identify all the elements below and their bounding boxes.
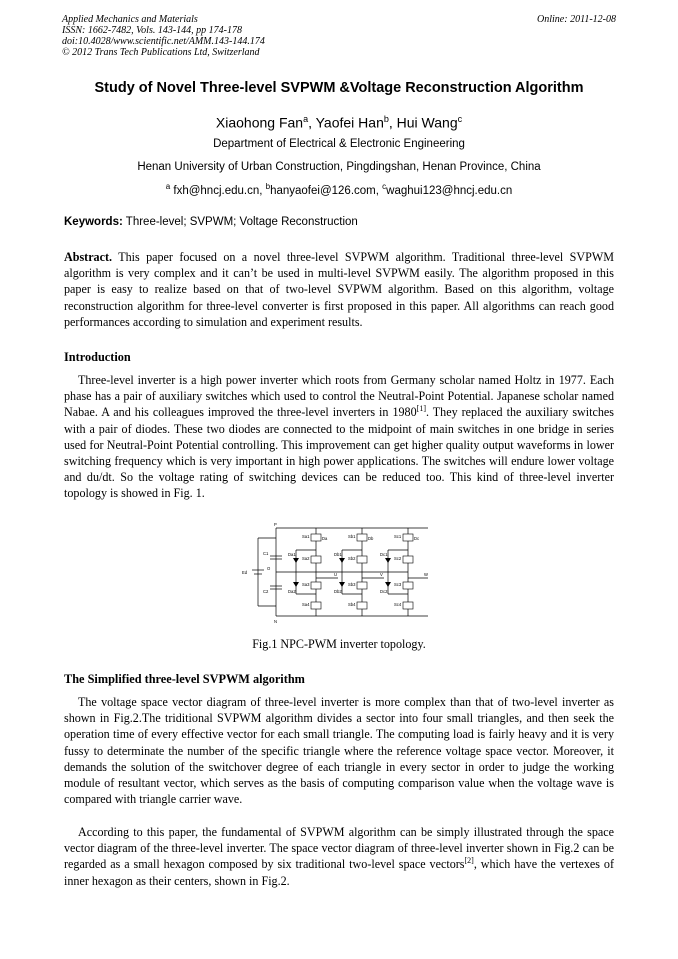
intro-text-a: Three-level inverter is a high power inverter which roots from Germany scholar named Holtz in 1977. Each phase has a pair of auxiliary switches which used to control the Neutral-Point Potential. Japanese scholar named Nabae. A and his colleagues improved the three-level inverters in 1980	[64, 373, 614, 420]
diode-da1-label: Da1	[288, 552, 296, 557]
university: Henan University of Urban Construction, Pingdingshan, Henan Province, China	[137, 161, 541, 173]
switch-sc4-label: Sc4	[394, 602, 402, 607]
diode-dc1-label: Dc1	[380, 552, 388, 557]
journal-name: Applied Mechanics and Materials	[62, 14, 198, 25]
node-p-label: P	[274, 522, 277, 527]
abstract-text: This paper focused on a novel three-level SVPWM algorithm. Traditional three-level SVPWM algorithm is very complex and it can’t be used in multi-level SVPWM easily. The algorithm proposed in this paper is easy to realize based on that of two-level SVPWM algorithm. Based on this algorithm, voltage reconstruction algorithm for three-level converter is first proposed in this paper. All algorithms can reach good performances according to simulation and experiment results.	[64, 250, 614, 329]
cap-c2-label: C2	[263, 589, 269, 594]
node-o-label: O	[267, 566, 271, 571]
switch-sa4-label: Sa4	[302, 602, 310, 607]
citation-ref[interactable]: [1]	[416, 404, 426, 414]
keywords-text: Three-level; SVPWM; Voltage Reconstruction	[125, 216, 358, 228]
author-name: Xiaohong Fan	[215, 114, 304, 131]
node-n-label: N	[274, 619, 278, 624]
simplified-text-b: , which have the vertexes of inner hexagon as their centers, shown in Fig.2.	[64, 857, 614, 888]
diode-da-label: Da	[322, 536, 328, 541]
switch-sa1-label: Sa1	[302, 534, 310, 539]
switch-sc2-label: Sc2	[394, 556, 402, 561]
switch-sb1-label: Sb1	[348, 534, 356, 539]
doi-line: doi:10.4028/www.scientific.net/AMM.143-144.174	[62, 36, 265, 47]
switch-sa3-label: Sa3	[302, 582, 310, 587]
department: Department of Electrical & Electronic Engineering	[213, 138, 465, 150]
online-date: Online: 2011-12-08	[537, 14, 616, 25]
simplified-heading: The Simplified three-level SVPWM algorithm	[64, 672, 305, 686]
journal-header	[62, 14, 616, 58]
switch-sa2-label: Sa2	[302, 556, 310, 561]
intro-text-b: . They replaced the auxiliary switches with a pair of diodes. These two diodes are connected to the midpoint of main switches in one bridge in series used for Neutral-Point Potential controlling. This improvement can get higher quality output waveforms in lower switching frequency which is very important in high power applications. The switches will endure lower voltage and du/dt. So the voltage rating of switching devices can be reduced too. This kind of three-level inverter topology is showed in Fig. 1.	[64, 405, 614, 501]
author-sup: c	[457, 114, 463, 124]
email-link[interactable]: waghui123@hncj.edu.cn	[386, 184, 513, 197]
simplified-text-a: According to this paper, the fundamental of SVPWM algorithm can be simply illustrated through the space vector diagram of the three-level inverter. The space vector diagram of three-level inverter shown in Fig.2 can be regarded as a small hexagon composed by six traditional two-level space vectors	[64, 825, 614, 872]
abstract	[64, 249, 614, 330]
output-w-label: W	[424, 572, 428, 577]
switch-sb3-label: Sb3	[348, 582, 356, 587]
switch-sc1-label: Sc1	[394, 534, 402, 539]
introduction-paragraph	[64, 372, 614, 502]
emails	[40, 182, 638, 197]
citation-ref[interactable]: [2]	[464, 856, 474, 866]
cap-c1-label: C1	[263, 551, 269, 556]
diode-db-label: Db	[368, 536, 374, 541]
author-name: Hui Wang	[396, 114, 458, 131]
email-link[interactable]: fxh@hncj.edu.cn,	[173, 184, 263, 197]
source-ed-label: Ed	[242, 570, 248, 575]
issn-line: ISSN: 1662-7482, Vols. 143-144, pp 174-178	[62, 25, 242, 36]
switch-sb2-label: Sb2	[348, 556, 356, 561]
simplified-paragraph-2	[64, 824, 614, 889]
abstract-label: Abstract.	[64, 250, 113, 264]
copyright-line: © 2012 Trans Tech Publications Ltd, Switzerland	[62, 47, 260, 58]
introduction-heading: Introduction	[64, 350, 131, 364]
output-v-label: V	[380, 572, 383, 577]
simplified-paragraph-1: The voltage space vector diagram of three-level inverter is more complex than that of two-level inverter as shown in Fig.2.The triditional SVPWM algorithm divides a sector into four small triangles, and then seek the operation time of every effective vector for each small triangle. The computing load is fairly heavy and it is very fussy to determinate the number of the specific triangle where the reference voltage space vector. Moreover, it demands the solution of the switchover degree of each triangle in every sector in order to judge the working module of resultant vector, which serves as the basis of computing comparison value when the voltage wave is compared with triangle carrier wave.	[64, 695, 614, 807]
author-list: Xiaohong Fan$^a$, Yaofei Han$^b$, Hui Wang$^c$	[215, 114, 463, 131]
diode-dc2-label: Dc2	[380, 589, 388, 594]
author-sup: b	[383, 114, 389, 124]
email-sup: c	[382, 182, 387, 191]
email-link[interactable]: hanyaofei@126.com,	[270, 184, 379, 197]
diode-db1-label: Db1	[334, 552, 342, 557]
npc-inverter-figure	[238, 520, 434, 624]
diode-da2-label: Da2	[288, 589, 296, 594]
output-u-label: U	[334, 572, 338, 577]
figure-caption: Fig.1 NPC-PWM inverter topology.	[252, 637, 426, 651]
paper-title: Study of Novel Three-level SVPWM &Voltage Reconstruction Algorithm	[94, 80, 584, 96]
author-sup: a	[303, 114, 309, 124]
email-sup: b	[265, 182, 271, 191]
switch-sc3-label: Sc3	[394, 582, 402, 587]
author-name: Yaofei Han	[315, 114, 384, 131]
switch-sb4-label: Sb4	[348, 602, 356, 607]
diode-dc-label: Dc	[414, 536, 420, 541]
keywords-label: Keywords:	[64, 216, 123, 228]
diode-db2-label: Db2	[334, 589, 342, 594]
email-sup: a	[165, 182, 171, 191]
keywords	[64, 216, 616, 228]
